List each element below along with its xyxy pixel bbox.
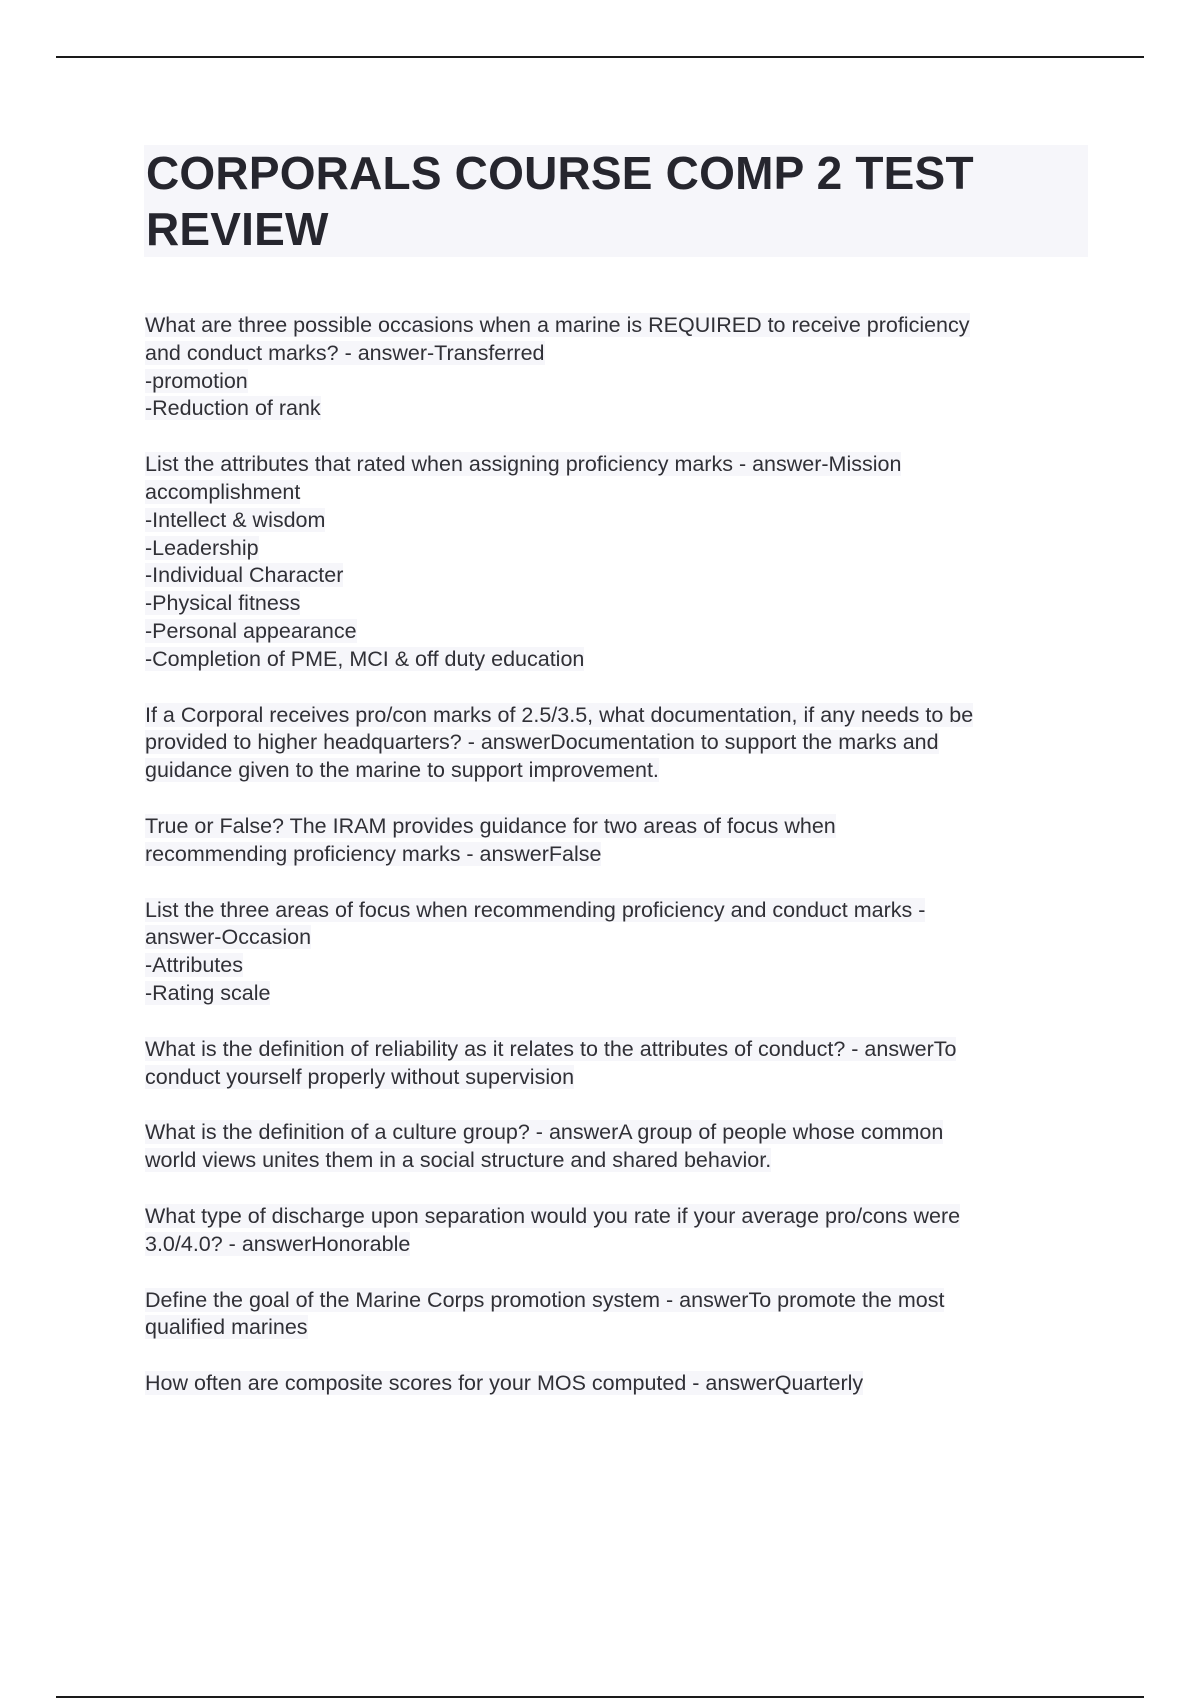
qa-line: 3.0/4.0? - answerHonorable bbox=[145, 1231, 411, 1256]
qa-line: What type of discharge upon separation would you rate if your average pro/cons were bbox=[145, 1203, 961, 1228]
qa-line: What is the definition of reliability as it relates to the attributes of conduct? - answerTo bbox=[145, 1036, 957, 1061]
qa-item bbox=[145, 897, 1095, 1008]
page-title-line-1: CORPORALS COURSE COMP 2 TEST bbox=[146, 147, 974, 199]
qa-line: How often are composite scores for your MOS computed - answerQuarterly bbox=[145, 1371, 864, 1396]
qa-line: List the attributes that rated when assigning proficiency marks - answer-Mission bbox=[145, 452, 902, 477]
qa-line: What are three possible occasions when a marine is REQUIRED to receive proficiency bbox=[145, 313, 970, 337]
qa-item bbox=[145, 1287, 1095, 1343]
qa-line: -Completion of PME, MCI & off duty education bbox=[145, 646, 585, 671]
qa-line: -Attributes bbox=[145, 953, 243, 978]
qa-line: Define the goal of the Marine Corps promotion system - answerTo promote the most bbox=[145, 1287, 945, 1312]
qa-line: conduct yourself properly without supervision bbox=[145, 1064, 575, 1089]
qa-line: What is the definition of a culture group? - answerA group of people whose common bbox=[145, 1120, 944, 1145]
qa-line: True or False? The IRAM provides guidance for two areas of focus when bbox=[145, 813, 836, 838]
qa-line: accomplishment bbox=[145, 479, 301, 504]
page-title-line-2: REVIEW bbox=[146, 203, 329, 255]
qa-item bbox=[145, 312, 1095, 423]
qa-item bbox=[145, 813, 1095, 869]
qa-line: If a Corporal receives pro/con marks of 2.5/3.5, what documentation, if any needs to be bbox=[145, 702, 974, 727]
qa-line: qualified marines bbox=[145, 1315, 308, 1340]
qa-line: -Individual Character bbox=[145, 563, 344, 588]
qa-line: List the three areas of focus when recommending proficiency and conduct marks - bbox=[145, 897, 926, 922]
qa-item bbox=[145, 1119, 1095, 1175]
title-block bbox=[144, 145, 1088, 257]
qa-line: -Intellect & wisdom bbox=[145, 507, 326, 532]
qa-line: guidance given to the marine to support improvement. bbox=[145, 758, 659, 783]
qa-line: -Rating scale bbox=[145, 980, 271, 1005]
qa-line: -Personal appearance bbox=[145, 618, 357, 643]
qa-line: -promotion bbox=[145, 368, 248, 393]
qa-line: -Leadership bbox=[145, 535, 259, 560]
page-title bbox=[146, 145, 1088, 257]
qa-line: world views unites them in a social structure and shared behavior. bbox=[145, 1148, 772, 1173]
qa-item bbox=[145, 1203, 1095, 1259]
qa-line: provided to higher headquarters? - answerDocumentation to support the marks and bbox=[145, 730, 939, 755]
qa-list bbox=[145, 312, 1095, 1426]
qa-line: answer-Occasion bbox=[145, 925, 312, 950]
qa-item bbox=[145, 1370, 1095, 1398]
top-rule bbox=[56, 56, 1144, 58]
qa-line: and conduct marks? - answer-Transferred bbox=[145, 340, 545, 365]
qa-line: -Reduction of rank bbox=[145, 396, 321, 421]
bottom-rule bbox=[56, 1696, 1144, 1698]
qa-item bbox=[145, 702, 1095, 785]
qa-line: -Physical fitness bbox=[145, 591, 301, 616]
qa-item bbox=[145, 451, 1095, 673]
qa-item bbox=[145, 1036, 1095, 1092]
qa-line: recommending proficiency marks - answerFalse bbox=[145, 841, 602, 866]
